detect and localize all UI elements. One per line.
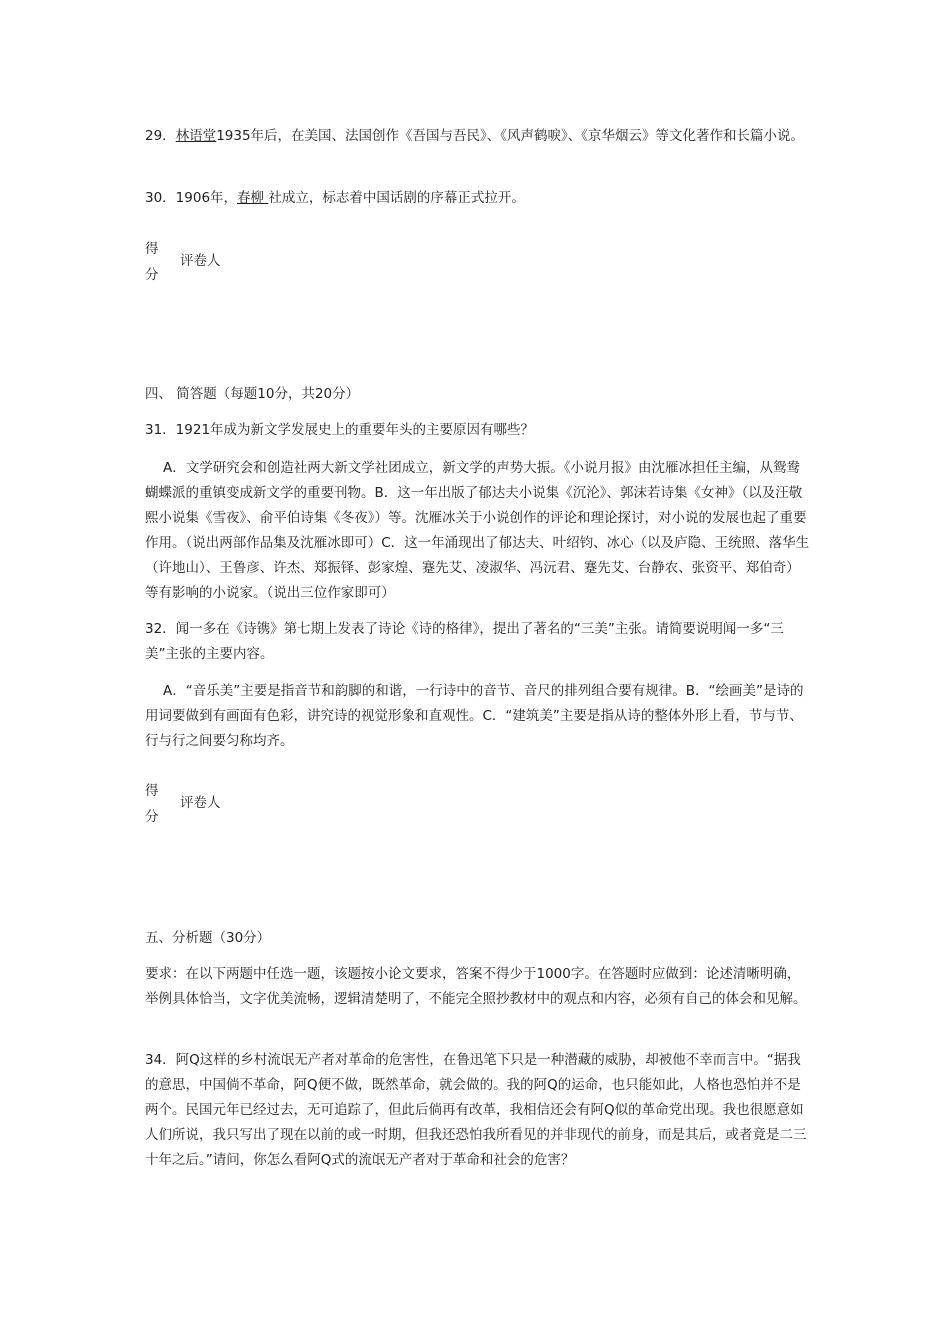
question-30: [145, 186, 810, 211]
reviewer-label: 评卷人: [180, 253, 221, 269]
question-30-text: 社成立，标志着中国话剧的序幕正式拉开。: [268, 190, 525, 206]
question-29-answer-blank: 林语堂: [175, 128, 217, 144]
grader-box-2: [145, 778, 265, 830]
score-label: 得分: [145, 783, 159, 825]
question-31: 31．1921年成为新文学发展史上的重要年头的主要原因有哪些？: [145, 422, 535, 438]
question-30-number: 30．1906年，: [145, 190, 238, 206]
question-29-text: 1935年后，在美国、法国创作《吾国与吾民》、《风声鹤唳》、《京华烟云》等文化著作和长篇小说。: [216, 128, 805, 144]
question-34: 34．阿Q这样的乡村流氓无产者对革命的危害性，在鲁迅笔下只是一种潜藏的威胁，却被他不幸而言中。“据我的意思，中国倘不革命，阿Q便不做，既然革命，就会做的。我的阿Q的运命，也只能如此，人格也恐怕并不是两个。民国元年已经过去，无可追踪了，但此后倘再有改革，我相信还会有阿Q似的革命党出现。我也很愿意如人们所说，我只写出了现在以前的或一时期，但我还恐怕我所看见的并非现代的前身，而是其后，或者竟是二三十年之后。”请问，你怎么看阿Q式的流氓无产者对于革命和社会的危害？: [145, 1052, 807, 1168]
question-29: [145, 124, 810, 149]
question-30-answer-blank: 春柳: [237, 190, 269, 206]
score-label: 得分: [145, 241, 159, 283]
section-5-title: 五、分析题（30分）: [145, 930, 271, 946]
answer-32: A．“音乐美”主要是指音节和韵脚的和谐，一行诗中的音节、音尺的排列组合要有规律。B．“绘画美”是诗的用词要做到有画面有色彩，讲究诗的视觉形象和直观性。C．“建筑美”主要是指从诗的整体外形上看，节与节、行与行之间要匀称均齐。: [145, 683, 804, 749]
reviewer-label: 评卷人: [180, 795, 221, 811]
question-29-number: 29．: [145, 128, 176, 144]
answer-31: A．文学研究会和创造社两大新文学社团成立，新文学的声势大振。《小说月报》由沈雁冰担任主编，从鸳鸯蝴蝶派的重镇变成新文学的重要刊物。B．这一年出版了郁达夫小说集《沉沦》、郭沫若诗集《女神》（以及汪敬熙小说集《雪夜》、俞平伯诗集《冬夜》）等。沈雁冰关于小说创作的评论和理论探讨，对小说的发展也起了重要作用。（说出两部作品集及沈雁冰即可）C．这一年涌现出了郁达夫、叶绍钧、冰心（以及庐隐、王统照、落华生（许地山）、王鲁彦、许杰、郑振铎、彭家煌、蹇先艾、凌淑华、冯沅君、蹇先艾、台静农、张资平、郑伯奇）等有影响的小说家。（说出三位作家即可）: [145, 460, 810, 601]
section-4-title: 四、 简答题（每题10分，共20分）: [145, 386, 360, 402]
section-5-requirement: 要求：在以下两题中任选一题，该题按小论文要求，答案不得少于1000字。在答题时应做到：论述清晰明确，举例具体恰当，文字优美流畅，逻辑清楚明了，不能完全照抄教材中的观点和内容，必须有自己的体会和见解。: [145, 966, 807, 1007]
grader-box-1: [145, 236, 265, 288]
question-32: 32．闻一多在《诗镌》第七期上发表了诗论《诗的格律》，提出了著名的“三美”主张。请简要说明闻一多“三美”主张的主要内容。: [145, 621, 784, 662]
